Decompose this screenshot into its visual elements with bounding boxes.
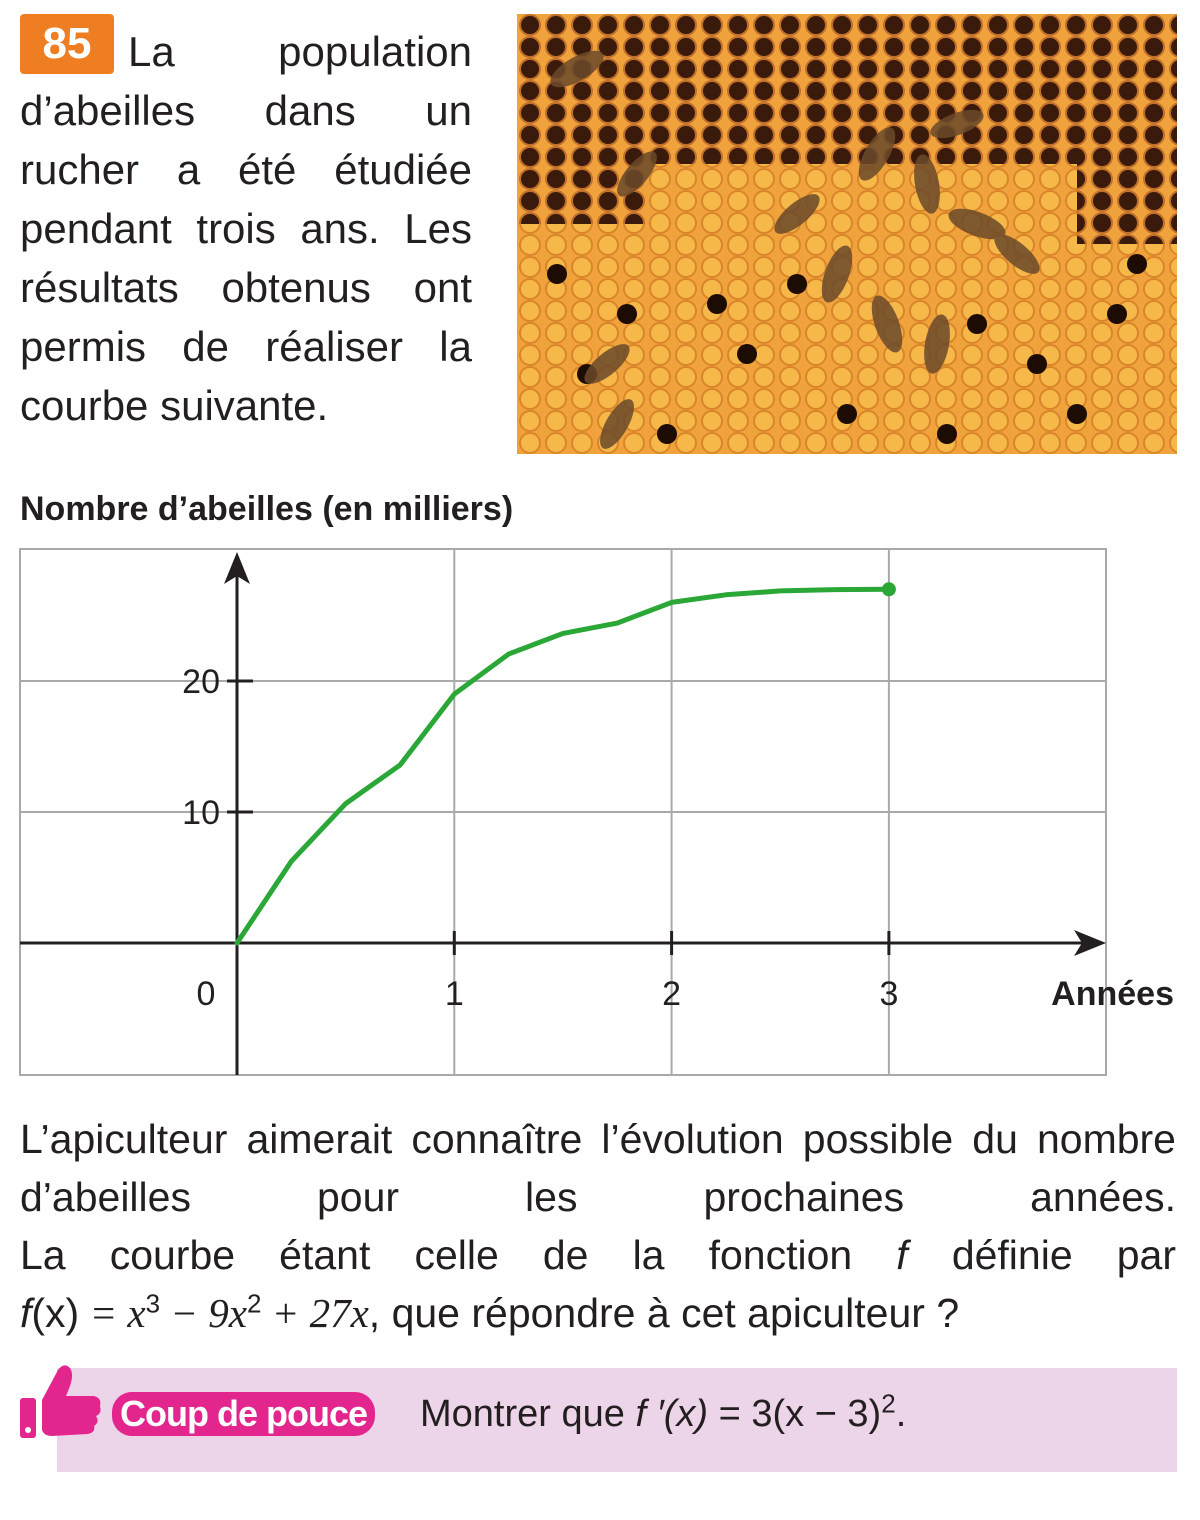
hint-text-start: Montrer que bbox=[420, 1393, 636, 1435]
x-tick-label-2: 2 bbox=[662, 975, 682, 1013]
x-axis-label: Années bbox=[1051, 975, 1174, 1013]
y-tick-label-20: 20 bbox=[182, 663, 220, 701]
formula-9x2: − 9x bbox=[160, 1290, 247, 1336]
hint-text-end: . bbox=[895, 1393, 907, 1435]
honeycomb-bees-photo bbox=[517, 14, 1177, 454]
chart-ticks bbox=[182, 663, 898, 1013]
q2-end: définie par bbox=[951, 1232, 1176, 1278]
hint-text-mid: = 3(x − 3) bbox=[708, 1393, 882, 1435]
chart-title: Nombre d’abeilles (en milliers) bbox=[20, 490, 514, 528]
x-tick-label-3: 3 bbox=[879, 975, 899, 1013]
thumbs-up-icon bbox=[18, 1360, 104, 1444]
question-paragraph-2 bbox=[20, 1226, 1176, 1284]
question-text bbox=[20, 1110, 1176, 1342]
formula-27x: + 27x bbox=[261, 1290, 369, 1336]
question-tail: , que répondre à cet apiculteur ? bbox=[368, 1290, 960, 1336]
hint-exp: 2 bbox=[881, 1388, 896, 1419]
hint-label: Coup de pouce bbox=[112, 1392, 375, 1436]
population-curve bbox=[237, 589, 889, 943]
formula-exp2: 2 bbox=[246, 1288, 262, 1319]
chart-series bbox=[237, 582, 896, 943]
formula-x3: = x bbox=[79, 1290, 146, 1336]
y-tick-label-10: 10 bbox=[182, 794, 220, 832]
x-tick-label-0: 0 bbox=[196, 975, 216, 1013]
exercise-number-badge: 85 bbox=[20, 14, 114, 74]
formula-f: f bbox=[20, 1290, 32, 1336]
bee-population-chart bbox=[0, 540, 1200, 1100]
exercise-intro-text: La population d’abeilles dans un rucher a été étudiée pendant trois ans. Les résultats obtenus ont permis de réaliser la courbe suivante. bbox=[20, 28, 472, 429]
hint-fprime: f ′(x) bbox=[635, 1393, 709, 1435]
question-formula-line bbox=[20, 1284, 1176, 1342]
formula-arg: (x) bbox=[31, 1290, 80, 1336]
hint-text bbox=[420, 1388, 907, 1436]
q2-start: La courbe étant celle de la fonction bbox=[20, 1232, 853, 1278]
x-tick-label-1: 1 bbox=[444, 975, 464, 1013]
question-paragraph-1: L’apiculteur aimerait connaître l’évolution possible du nombre d’abeilles pour les prochaines années. bbox=[20, 1116, 1176, 1220]
q2-function-name: f bbox=[896, 1232, 908, 1278]
formula-exp3: 3 bbox=[145, 1288, 161, 1319]
curve-endpoint bbox=[882, 582, 896, 596]
